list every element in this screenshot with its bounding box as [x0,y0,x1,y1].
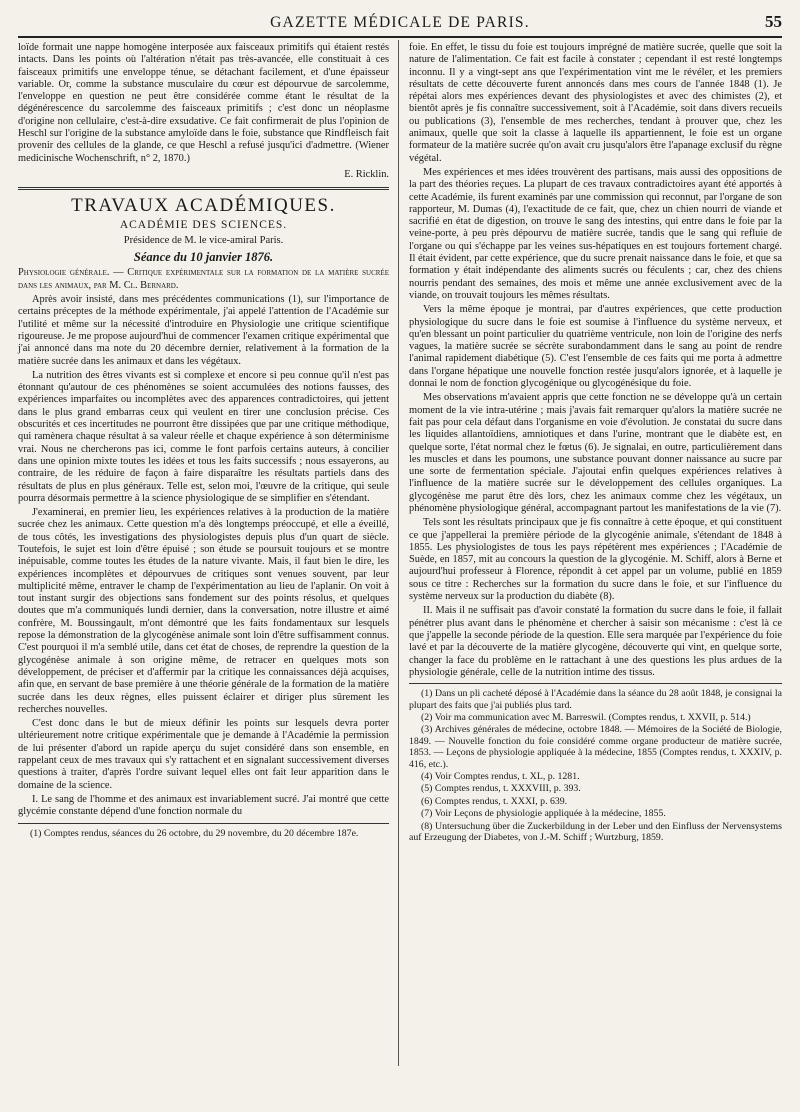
body-paragraph: Mes expériences et mes idées trouvèrent des partisans, mais aussi des oppositions de la part des théories reçues. La plupart de ces travaux contradictoires ayant été apportés à cette Académie, ils furent examinés par une commission qui reconnut, par l'organe de son rapporteur, M. Dumas (4), l'exactitude de ce fait, que, chez un chien nourri de viande et sacrifié en état de digestion, on trouve le sang des intestins, qui entre dans le foie par la veine-porte, à peu près dépourvu de matière sucrée, tandis que le sang qui refluie de l'organe ou qui s'échappe par les veines sus-hépatiques en est toujours fortement chargé. Il était évident, par cette expérience, que du sucre prenait naissance dans le foie, et que sa formation y était indépendante des aliments sucrés ou féculents ; car, chez des chiens nourris pendant des semaines, des mois et même une année exclusivement avec de la viande, on trouvait toujours les mêmes résultats. [409,166,782,301]
body-paragraph: Après avoir insisté, dans mes précédentes communications (1), sur l'importance de certains préceptes de la méthode expérimentale, j'ai appelé l'attention de l'Académie sur l'utilité et même sur la nécessité d'introduire en Physiologie une critique scientifique rigoureuse. Je me propose aujourd'hui de commencer l'examen critique expérimental que j'ai annoncé dans ma note du 20 décembre dernier, relativement à la formation de la matière sucrée dans les animaux et dans les végétaux. [18,294,389,367]
session-date: Séance du 10 janvier 1876. [133,250,274,265]
body-paragraph: Tels sont les résultats principaux que je fis connaître à cette époque, et qui constituent ce que j'appellerai la première période de la glycogénie animale, s'étendant de 1848 à 1855. Les physiologistes de tous les pays répétèrent mes expériences ; l'Académie de Suède, en 1857, mit au concours la question de la glycogénie. M. Schiff, alors à Berne et aujourd'hui professeur à Florence, répondit à cet appel par un volume, publié en 1859 sous ce titre : Recherches sur la formation du sucre dans le foie, et sur l'influence du système nerveux sur la production du diabète (8). [409,517,782,603]
article-heading: Physiologie générale. — Critique expérimentale sur la formation de la matière sucrée dans les animaux, par M. Cl. Bernard. [18,267,389,291]
left-column [18,42,389,840]
footnote: (2) Voir ma communication avec M. Barreswil. (Comptes rendus, t. XXVII, p. 514.) [421,711,751,723]
footnote: (1) Comptes rendus, séances du 26 octobre, du 29 novembre, du 20 décembre 187e. [30,827,359,839]
page-header [18,10,782,38]
footnote: (8) Untersuchung über die Zuckerbildung in der Leber und den Einfluss der Nervensystems auf Erzeugung der Diabetes, von J.-M. Schiff ; Wurtzburg, 1859. [409,820,782,844]
section-rule [18,187,389,190]
body-paragraph: La nutrition des êtres vivants est si complexe et encore si peu connue qu'il n'est pas étonnant qu'autour de ces phénomènes se soient accumulées des notions fausses, des expériences imparfaites ou incomplètes avec des apparences contradictoires, qui jettent dans le plus grand embarras ceux qui veulent en tirer une conclusion précise. Ces obscurités et ces incertitudes ne pourront être dissipées que par une critique méthodique, qui ramènera chaque résultat à sa valeur réelle et chaque expérience à son déterminisme vrai. Nous ne chercherons pas ici, comme le font parfois certains auteurs, à concilier dans une opinion mixte toutes les idées et tous les faits successifs ; nous essayerons, au contraire, de les réduire de façon à faire disparaître les résultats partiels dans des résultats de plus en plus généraux. Telle est, selon moi, l'œuvre de la critique, qui seule pourra désormais permettre à la science physiologique de se simplifier en s'étendant. [18,369,389,504]
author-signature: E. Ricklin. [344,168,389,180]
page-number: 55 [765,12,782,31]
body-paragraph: Vers la même époque je montrai, par d'autres expériences, que cette production physiologique du sucre dans le foie est soumise à l'influence du système nerveux, et qu'en blessant un point particulier du quatrième ventricule, non loin de l'origine des nerfs vagues, la matière sucrée se sécrète surabondamment dans le sang au point de rendre l'animal rapidement diabétique (5). C'est l'ensemble de ces faits qui me porta à admettre dans l'organe hépatique une nouvelle fonction restée jusqu'alors ignorée, et à laquelle je donnai le nom de fonction glycogénique ou glycogénésique du foie. [409,304,782,390]
footnote: (5) Comptes rendus, t. XXXVIII, p. 393. [421,783,581,795]
footnote: (1) Dans un pli cacheté déposé à l'Académie dans la séance du 28 août 1848, je consignai la plupart des faits que j'ai publiés plus tard. [409,688,782,711]
footnote: (7) Voir Leçons de physiologie appliquée à la médecine, 1855. [421,808,666,820]
section-title: TRAVAUX ACADÉMIQUES. [71,195,336,217]
right-column [409,42,782,844]
body-paragraph: I. Le sang de l'homme et des animaux est invariablement sucré. J'ai montré que cette glycémie constante dépend d'une fonction normale du [18,793,389,818]
footnote: (6) Comptes rendus, t. XXXI, p. 639. [421,795,568,807]
footnote: (3) Archives générales de médecine, octobre 1848. — Mémoires de la Société de Biologie, 1849. — Nouvelle fonction du foie considéré comme organe producteur de matière sucrée, 1853. — Leçons de physiologie appliquée à la médecine, 1855 (Comptes rendus, t. XXXIV, p. 416, etc.). [409,724,782,770]
body-paragraph: II. Mais il ne suffisait pas d'avoir constaté la formation du sucre dans le foie, il fallait pénétrer plus avant dans le phénomène et chercher à saisir son mécanisme : c'est là ce que j'appelle la seconde période de la question. Elle sera marquée par l'expérience du foie lavé et par la découverte de la matière glycogène, découverte qui vint, en quelque sorte, changer la face du problème en le rattachant à une des questions les plus ardues de la physiologie générale, celle de la nutrition intime des tissus. [409,605,782,678]
presidency-line: Présidence de M. le vice-amiral Paris. [123,234,284,246]
academy-name: ACADÉMIE DES SCIENCES. [119,218,288,231]
body-paragraph: C'est donc dans le but de mieux définir les points sur lesquels devra porter ultérieurement notre critique expérimentale que je demande à l'Académie la permission de lui présenter d'abord un rapide aperçu du sujet considéré dans son ensemble, en rappelant ceux de mes travaux qui s'y rattachent et en signalant successivement diverses questions à traiter, d'après l'ordre suivant lequel elles ont fait leur apparition dans le domaine de la science. [18,718,389,791]
newspaper-page [18,10,782,1102]
body-paragraph: J'examinerai, en premier lieu, les expériences relatives à la production de la matière sucrée chez les animaux. Cette question m'a dès longtemps préoccupé, et elle a éveillé, de tous côtés, les investigations des physiologistes depuis plus d'un quart de siècle. Toutefois, le sujet est loin d'être épuisé ; son étude se poursuit toujours et se montre inépuisable, comme toutes les études de la nature vivante. Mais, il faut bien le dire, les expériences incomplètes et dépourvues de critiques sont venues souvent, par leur multiplicité même, entraver le champ de l'expérimentation au lieu de l'aplanir. On voit à tout instant surgir des objections sans fondement sur des points résolus, et quelques doutes que m'a communiqués lundi dernier, dans la conversation, notre illustre et aimé confrère, M. Boussingault, m'ont démontré que les faits fondamentaux sur lesquels repose la démonstration de la glycogénèse animale sont loin d'être suffisamment connus. C'est pourquoi il m'a semblé utile, dans cet état de choses, de reprendre la question de la glycogénèse animale à son origine même, de retracer en quelques mots son développement, de préciser et d'affermir par la critique les connaissances déjà acquises, afin que, en servant de base première à une théorie générale de la formation de la matière sucrée dans les deux règnes, elles puissent éclairer et diriger plus sûrement les recherches nouvelles. [18,507,389,715]
footnote-rule [18,823,389,824]
body-paragraph: foie. En effet, le tissu du foie est toujours imprégné de matière sucrée, quelle que soit la nature de l'alimentation. Ce fait est facile à constater ; cependant il est resté longtemps inconnu. Il y a vingt-sept ans que l'expérimentation vint me le révéler, et les premiers résultats de cette découverte furent annoncés dans mes cours de l'année 1848 (1). Je répétai alors mes expériences devant des physiologistes et avec des chimistes (2), et bientôt après je fis connaître successivement, soit à l'Académie, soit dans divers recueils ou publications (3), l'ensemble de mes recherches, tendant à prouver que, chez les animaux, quelle que soit la classe à laquelle ils appartiennent, le foie est un organe formateur de la matière sucrée qu'on avait cru jusqu'alors être l'apanage exclusif du règne végétal. [409,42,782,164]
footnote: (4) Voir Comptes rendus, t. XL, p. 1281. [421,770,580,782]
body-paragraph: Mes observations m'avaient appris que cette fonction ne se développe qu'à un certain moment de la vie intra-utérine ; mais j'avais fait remarquer qu'alors la matière sucrée ne fait pas pour cela défaut dans l'organisme en voie d'évolution. Je constatai du sucre dans les liquides allantoïdiens, amniotiques et dans l'urine, montrant que le diabète est, en quelque sorte, l'état normal chez le fœtus (6). Je signalai, en outre, particulièrement dans les muscles et dans les poumons, une substance pouvant donner naissance au sucre par une sorte de fermentation spéciale. J'ajoutai enfin quelques expériences relatives à l'influence de la matière sucrée sur le développement des cellules organiques. La glycogénèse me parut être dès lors, chez les animaux comme chez les végétaux, un phénomène physiologique général, accompagnant partout les manifestations de la vie (7). [409,392,782,514]
continued-paragraph: loïde formait une nappe homogène interposée aux faisceaux primitifs qui étaient restés intacts. Dans les points où l'altération n'était pas très-avancée, elle constituait à ces faisceaux primitifs une enveloppe ténue, se détachant facilement, et d'une épaisseur variable. Or, comme la substance musculaire du cœur est dépourvue de sarcolemme, l'enveloppe en question ne peut être considérée comme étant le résultat de la dégénérescence du sarcolemme des faisceaux primitifs ; c'est donc un néoplasme d'origine non cellulaire, c'est-à-dire exsudative. Ce fait confirmerait de plus l'opinion de Heschl sur l'origine de la substance amyloïde dans le foie, substance que Rindfleisch fait provenir des cellules de la glande, ce que Heschl a refusé jusqu'ici d'admettre. (Wiener medicinische Wochenschrift, n° 2, 1870.) [18,42,389,164]
journal-title: GAZETTE MÉDICALE DE PARIS. [270,14,530,31]
column-divider [398,40,399,1066]
footnote-rule [409,683,782,684]
